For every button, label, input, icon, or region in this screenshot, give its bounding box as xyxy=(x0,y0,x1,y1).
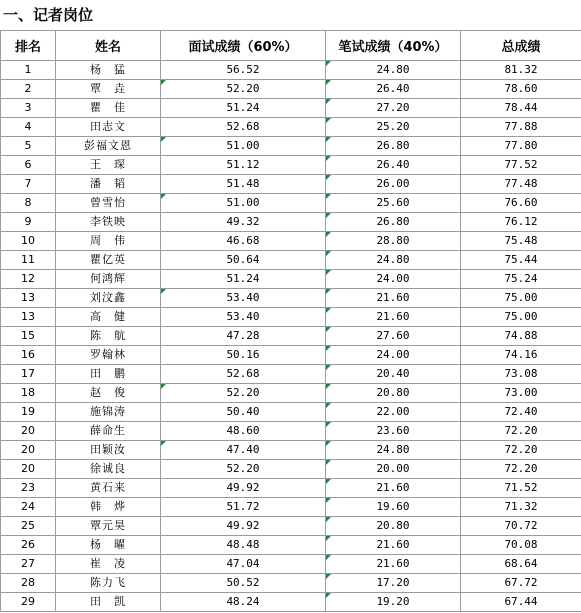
table-row xyxy=(1,99,581,118)
cell-rank[interactable]: 7 xyxy=(1,175,56,194)
cell-total-score[interactable]: 74.88 xyxy=(461,327,581,346)
cell-written-score[interactable]: 27.20 xyxy=(326,99,461,118)
cell-interview-score[interactable]: 51.72 xyxy=(161,498,326,517)
cell-total-score[interactable]: 70.72 xyxy=(461,517,581,536)
cell-written-score[interactable]: 26.00 xyxy=(326,175,461,194)
cell-name[interactable]: 潘 韬 xyxy=(56,175,161,194)
results-table xyxy=(0,30,581,612)
cell-rank[interactable]: 20 xyxy=(1,441,56,460)
cell-rank[interactable]: 17 xyxy=(1,365,56,384)
cell-interview-score[interactable]: 50.64 xyxy=(161,251,326,270)
cell-total-score[interactable]: 77.48 xyxy=(461,175,581,194)
cell-rank[interactable]: 15 xyxy=(1,327,56,346)
cell-interview-score[interactable]: 52.20 xyxy=(161,460,326,479)
cell-name[interactable]: 韩 烨 xyxy=(56,498,161,517)
cell-interview-score[interactable]: 49.92 xyxy=(161,517,326,536)
cell-total-score[interactable]: 67.72 xyxy=(461,574,581,593)
cell-interview-score[interactable]: 53.40 xyxy=(161,308,326,327)
cell-name[interactable]: 赵 俊 xyxy=(56,384,161,403)
cell-total-score[interactable]: 76.12 xyxy=(461,213,581,232)
cell-written-score[interactable]: 23.60 xyxy=(326,422,461,441)
table-row xyxy=(1,555,581,574)
cell-rank[interactable]: 24 xyxy=(1,498,56,517)
table-row xyxy=(1,403,581,422)
cell-interview-score[interactable]: 50.16 xyxy=(161,346,326,365)
table-row xyxy=(1,498,581,517)
cell-name[interactable]: 曾雪怡 xyxy=(56,194,161,213)
cell-name[interactable]: 李铁映 xyxy=(56,213,161,232)
cell-name[interactable]: 徐诚良 xyxy=(56,460,161,479)
table-row xyxy=(1,422,581,441)
cell-name[interactable]: 杨 曜 xyxy=(56,536,161,555)
cell-rank[interactable]: 6 xyxy=(1,156,56,175)
table-row xyxy=(1,118,581,137)
cell-rank[interactable]: 1 xyxy=(1,61,56,80)
cell-written-score[interactable]: 19.20 xyxy=(326,593,461,612)
table-row xyxy=(1,365,581,384)
cell-interview-score[interactable]: 46.68 xyxy=(161,232,326,251)
cell-total-score[interactable]: 75.44 xyxy=(461,251,581,270)
cell-name[interactable]: 田 凯 xyxy=(56,593,161,612)
cell-written-score[interactable]: 26.40 xyxy=(326,156,461,175)
cell-total-score[interactable]: 77.80 xyxy=(461,137,581,156)
cell-total-score[interactable]: 75.48 xyxy=(461,232,581,251)
table-row xyxy=(1,460,581,479)
cell-name[interactable]: 覃元昊 xyxy=(56,517,161,536)
cell-interview-score[interactable]: 48.60 xyxy=(161,422,326,441)
cell-written-score[interactable]: 24.00 xyxy=(326,346,461,365)
cell-written-score[interactable]: 21.60 xyxy=(326,289,461,308)
cell-total-score[interactable]: 72.20 xyxy=(461,441,581,460)
cell-name[interactable]: 周 伟 xyxy=(56,232,161,251)
cell-interview-score[interactable]: 49.92 xyxy=(161,479,326,498)
table-row xyxy=(1,232,581,251)
cell-total-score[interactable]: 75.00 xyxy=(461,308,581,327)
table-row xyxy=(1,517,581,536)
cell-name[interactable]: 瞿 佳 xyxy=(56,99,161,118)
cell-rank[interactable]: 18 xyxy=(1,384,56,403)
cell-written-score[interactable]: 27.60 xyxy=(326,327,461,346)
table-row xyxy=(1,346,581,365)
cell-interview-score[interactable]: 49.32 xyxy=(161,213,326,232)
cell-written-score[interactable]: 26.80 xyxy=(326,137,461,156)
cell-written-score[interactable]: 24.80 xyxy=(326,251,461,270)
cell-total-score[interactable]: 77.88 xyxy=(461,118,581,137)
cell-total-score[interactable]: 72.20 xyxy=(461,422,581,441)
cell-name[interactable]: 瞿亿英 xyxy=(56,251,161,270)
cell-rank[interactable]: 4 xyxy=(1,118,56,137)
cell-rank[interactable]: 28 xyxy=(1,574,56,593)
cell-interview-score[interactable]: 56.52 xyxy=(161,61,326,80)
cell-rank[interactable]: 27 xyxy=(1,555,56,574)
cell-total-score[interactable]: 77.52 xyxy=(461,156,581,175)
header-total-score[interactable]: 总成绩 xyxy=(461,31,581,61)
cell-rank[interactable]: 12 xyxy=(1,270,56,289)
cell-written-score[interactable]: 20.00 xyxy=(326,460,461,479)
cell-interview-score[interactable]: 50.52 xyxy=(161,574,326,593)
cell-name[interactable]: 薛命生 xyxy=(56,422,161,441)
cell-rank[interactable]: 19 xyxy=(1,403,56,422)
table-row xyxy=(1,270,581,289)
cell-interview-score[interactable]: 51.48 xyxy=(161,175,326,194)
cell-total-score[interactable]: 68.64 xyxy=(461,555,581,574)
cell-interview-score[interactable]: 52.68 xyxy=(161,118,326,137)
cell-interview-score[interactable]: 47.28 xyxy=(161,327,326,346)
cell-written-score[interactable]: 21.60 xyxy=(326,308,461,327)
header-rank[interactable]: 排名 xyxy=(1,31,56,61)
cell-rank[interactable]: 9 xyxy=(1,213,56,232)
cell-written-score[interactable]: 25.60 xyxy=(326,194,461,213)
cell-name[interactable]: 陈力飞 xyxy=(56,574,161,593)
cell-rank[interactable]: 13 xyxy=(1,289,56,308)
cell-rank[interactable]: 13 xyxy=(1,308,56,327)
table-row xyxy=(1,441,581,460)
cell-name[interactable]: 高 健 xyxy=(56,308,161,327)
table-row xyxy=(1,536,581,555)
table-row xyxy=(1,194,581,213)
cell-rank[interactable]: 3 xyxy=(1,99,56,118)
cell-total-score[interactable]: 73.00 xyxy=(461,384,581,403)
table-row xyxy=(1,289,581,308)
cell-total-score[interactable]: 70.08 xyxy=(461,536,581,555)
cell-total-score[interactable]: 81.32 xyxy=(461,61,581,80)
header-name[interactable]: 姓名 xyxy=(56,31,161,61)
cell-rank[interactable]: 26 xyxy=(1,536,56,555)
cell-name[interactable]: 田志文 xyxy=(56,118,161,137)
cell-rank[interactable]: 10 xyxy=(1,232,56,251)
cell-name[interactable]: 彭福文恩 xyxy=(56,137,161,156)
cell-written-score[interactable]: 20.40 xyxy=(326,365,461,384)
table-row xyxy=(1,137,581,156)
cell-interview-score[interactable]: 52.20 xyxy=(161,384,326,403)
cell-name[interactable]: 施锦涛 xyxy=(56,403,161,422)
cell-total-score[interactable]: 72.40 xyxy=(461,403,581,422)
cell-interview-score[interactable]: 48.48 xyxy=(161,536,326,555)
header-interview-score[interactable]: 面试成绩（60%） xyxy=(161,31,326,61)
table-row xyxy=(1,251,581,270)
cell-total-score[interactable]: 74.16 xyxy=(461,346,581,365)
cell-total-score[interactable]: 71.52 xyxy=(461,479,581,498)
cell-written-score[interactable]: 25.20 xyxy=(326,118,461,137)
cell-written-score[interactable]: 28.80 xyxy=(326,232,461,251)
cell-rank[interactable]: 16 xyxy=(1,346,56,365)
cell-interview-score[interactable]: 52.68 xyxy=(161,365,326,384)
cell-name[interactable]: 何鸿辉 xyxy=(56,270,161,289)
cell-written-score[interactable]: 26.80 xyxy=(326,213,461,232)
table-row xyxy=(1,61,581,80)
cell-interview-score[interactable]: 51.12 xyxy=(161,156,326,175)
cell-written-score[interactable]: 22.00 xyxy=(326,403,461,422)
table-row xyxy=(1,308,581,327)
sheet-title: 一、记者岗位 xyxy=(3,6,94,24)
cell-interview-score[interactable]: 47.04 xyxy=(161,555,326,574)
cell-name[interactable]: 田颖汝 xyxy=(56,441,161,460)
cell-written-score[interactable]: 19.60 xyxy=(326,498,461,517)
cell-interview-score[interactable]: 51.00 xyxy=(161,194,326,213)
header-written-score[interactable]: 笔试成绩（40%） xyxy=(326,31,461,61)
cell-written-score[interactable]: 21.60 xyxy=(326,479,461,498)
cell-name[interactable]: 田 鹏 xyxy=(56,365,161,384)
cell-total-score[interactable]: 73.08 xyxy=(461,365,581,384)
cell-rank[interactable]: 11 xyxy=(1,251,56,270)
cell-name[interactable]: 罗翰林 xyxy=(56,346,161,365)
table-row xyxy=(1,593,581,612)
cell-interview-score[interactable]: 47.40 xyxy=(161,441,326,460)
cell-name[interactable]: 刘汶鑫 xyxy=(56,289,161,308)
cell-rank[interactable]: 23 xyxy=(1,479,56,498)
cell-written-score[interactable]: 24.80 xyxy=(326,441,461,460)
cell-total-score[interactable]: 75.24 xyxy=(461,270,581,289)
table-row xyxy=(1,384,581,403)
table-row xyxy=(1,80,581,99)
cell-total-score[interactable]: 76.60 xyxy=(461,194,581,213)
cell-rank[interactable]: 25 xyxy=(1,517,56,536)
cell-interview-score[interactable]: 51.00 xyxy=(161,137,326,156)
cell-written-score[interactable]: 24.80 xyxy=(326,61,461,80)
cell-interview-score[interactable]: 51.24 xyxy=(161,99,326,118)
cell-total-score[interactable]: 71.32 xyxy=(461,498,581,517)
cell-name[interactable]: 杨 猛 xyxy=(56,61,161,80)
table-row xyxy=(1,574,581,593)
cell-rank[interactable]: 29 xyxy=(1,593,56,612)
cell-name[interactable]: 覃 垚 xyxy=(56,80,161,99)
table-row xyxy=(1,156,581,175)
cell-name[interactable]: 崔 凌 xyxy=(56,555,161,574)
cell-name[interactable]: 黄石来 xyxy=(56,479,161,498)
cell-interview-score[interactable]: 48.24 xyxy=(161,593,326,612)
table-row xyxy=(1,175,581,194)
table-row xyxy=(1,213,581,232)
cell-written-score[interactable]: 20.80 xyxy=(326,384,461,403)
cell-written-score[interactable]: 26.40 xyxy=(326,80,461,99)
cell-written-score[interactable]: 21.60 xyxy=(326,536,461,555)
cell-total-score[interactable]: 72.20 xyxy=(461,460,581,479)
cell-interview-score[interactable]: 51.24 xyxy=(161,270,326,289)
cell-written-score[interactable]: 20.80 xyxy=(326,517,461,536)
cell-interview-score[interactable]: 53.40 xyxy=(161,289,326,308)
cell-total-score[interactable]: 78.60 xyxy=(461,80,581,99)
cell-rank[interactable]: 20 xyxy=(1,460,56,479)
cell-written-score[interactable]: 21.60 xyxy=(326,555,461,574)
cell-rank[interactable]: 8 xyxy=(1,194,56,213)
cell-total-score[interactable]: 75.00 xyxy=(461,289,581,308)
cell-rank[interactable]: 20 xyxy=(1,422,56,441)
header-row xyxy=(1,31,581,61)
cell-rank[interactable]: 2 xyxy=(1,80,56,99)
cell-interview-score[interactable]: 50.40 xyxy=(161,403,326,422)
table-row xyxy=(1,327,581,346)
cell-written-score[interactable]: 24.00 xyxy=(326,270,461,289)
cell-name[interactable]: 王 琛 xyxy=(56,156,161,175)
cell-rank[interactable]: 5 xyxy=(1,137,56,156)
cell-total-score[interactable]: 67.44 xyxy=(461,593,581,612)
table-row xyxy=(1,479,581,498)
cell-name[interactable]: 陈 航 xyxy=(56,327,161,346)
cell-interview-score[interactable]: 52.20 xyxy=(161,80,326,99)
cell-total-score[interactable]: 78.44 xyxy=(461,99,581,118)
cell-written-score[interactable]: 17.20 xyxy=(326,574,461,593)
